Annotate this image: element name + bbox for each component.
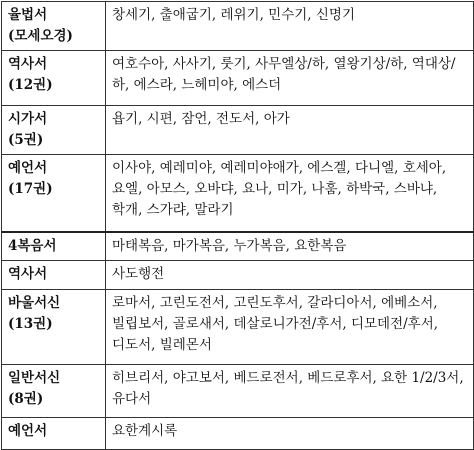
- category-subtitle: (8권): [8, 391, 44, 407]
- books-cell: 창세기, 출애굽기, 레위기, 민수기, 신명기: [106, 2, 474, 51]
- category-name: 예언서: [8, 160, 48, 176]
- category-cell: [2, 418, 106, 450]
- table-row: [2, 261, 474, 290]
- category-subtitle: (5권): [8, 132, 44, 148]
- table-row: [2, 365, 474, 418]
- category-cell: [2, 51, 106, 106]
- category-cell: [2, 232, 106, 261]
- category-subtitle: (모세오경): [8, 28, 73, 44]
- table-row: [2, 418, 474, 450]
- category-subtitle: (12권): [8, 77, 53, 93]
- category-cell: [2, 155, 106, 232]
- books-cell: 요한계시록: [106, 418, 474, 450]
- category-subtitle: (13권): [8, 316, 53, 332]
- category-name: 시가서: [8, 111, 48, 127]
- books-cell: 히브리서, 야고보서, 베드로전서, 베드로후서, 요한 1/2/3서, 유다서: [106, 365, 474, 418]
- table-row: [2, 2, 474, 51]
- books-cell: 여호수아, 사사기, 룻기, 사무엘상/하, 열왕기상/하, 역대상/하, 에스라, 느헤미야, 에스더: [106, 51, 474, 106]
- table-row: [2, 51, 474, 106]
- category-name: 4복음서: [8, 237, 57, 254]
- bible-books-table: [1, 1, 474, 450]
- category-name: 율법서: [8, 7, 48, 23]
- category-cell: [2, 2, 106, 51]
- table-row: [2, 290, 474, 365]
- category-name: 역사서: [8, 266, 48, 282]
- category-subtitle: (17권): [8, 181, 53, 197]
- table-row: [2, 155, 474, 232]
- table-row: [2, 106, 474, 155]
- category-name: 역사서: [8, 56, 48, 72]
- books-cell: 이사야, 예레미야, 예레미야애가, 에스겔, 다니엘, 호세아, 요엘, 아모스, 오바댜, 요나, 미가, 나훔, 하박국, 스바냐, 학개, 스가랴, 말라기: [106, 155, 474, 232]
- category-name: 예언서: [8, 423, 48, 439]
- category-name: 일반서신: [8, 370, 61, 386]
- books-cell: 사도행전: [106, 261, 474, 290]
- category-cell: [2, 290, 106, 365]
- books-cell: 욥기, 시편, 잠언, 전도서, 아가: [106, 106, 474, 155]
- category-name: 바울서신: [8, 295, 61, 311]
- table-row: [2, 232, 474, 261]
- books-cell: 로마서, 고린도전서, 고린도후서, 갈라디아서, 에베소서, 빌립보서, 골로새서, 데살로니가전/후서, 디모데전/후서, 디도서, 빌레몬서: [106, 290, 474, 365]
- category-cell: [2, 261, 106, 290]
- books-cell: 마태복음, 마가복음, 누가복음, 요한복음: [106, 232, 474, 261]
- category-cell: [2, 365, 106, 418]
- category-cell: [2, 106, 106, 155]
